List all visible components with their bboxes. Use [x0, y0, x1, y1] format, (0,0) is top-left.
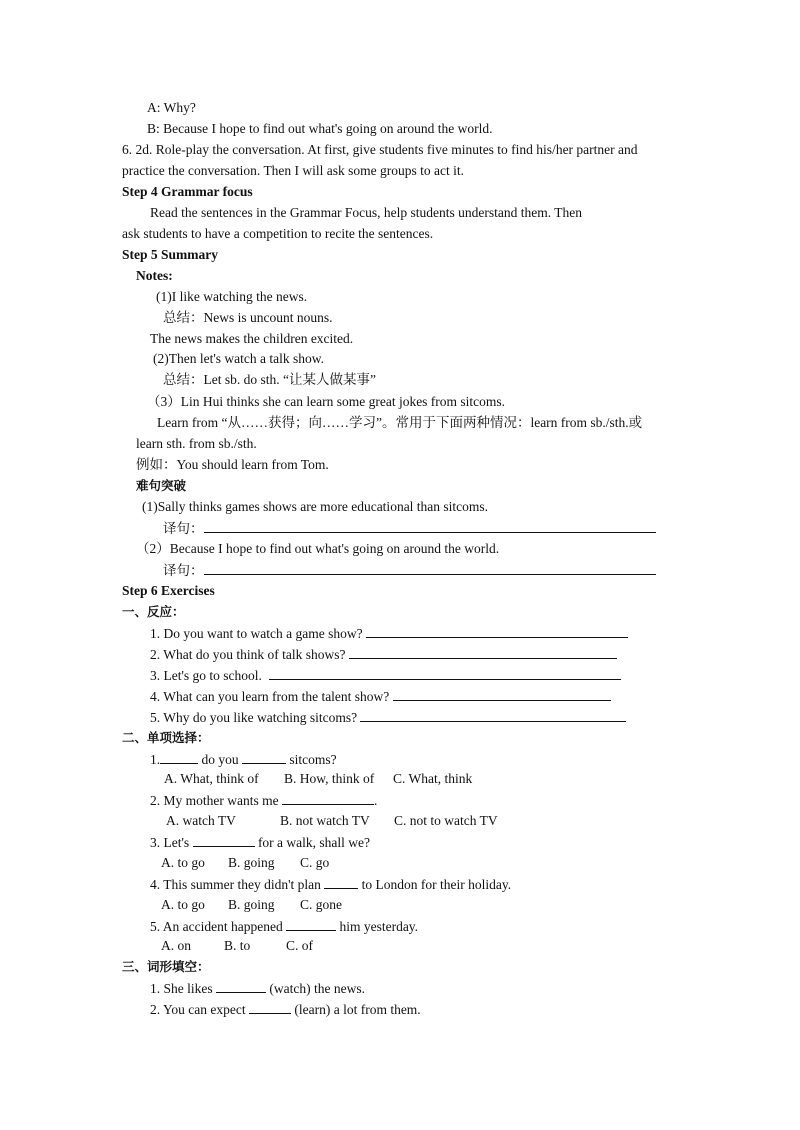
- wf2-blank[interactable]: [249, 999, 291, 1014]
- dialogue-a: A: Why?: [147, 100, 196, 115]
- response-q1: 1. Do you want to watch a game show?: [150, 623, 628, 644]
- mc-question-3: 3. Let's for a walk, shall we?: [150, 832, 370, 853]
- mc3-option-a[interactable]: A. to go: [161, 855, 205, 870]
- mc1-option-a[interactable]: A. What, think of: [164, 771, 259, 786]
- section1-title: 一、反应：: [122, 604, 185, 619]
- response-q3: 3. Let's go to school.: [150, 665, 621, 686]
- response-blank-2[interactable]: [349, 644, 617, 659]
- note2: (2)Then let's watch a talk show.: [153, 351, 325, 366]
- note1-example: The news makes the children excited.: [150, 331, 354, 346]
- mc4-option-c[interactable]: C. gone: [300, 897, 342, 912]
- step4-line2: ask students to have a competition to recite the sentences.: [122, 226, 434, 241]
- note1: (1)I like watching the news.: [156, 289, 308, 304]
- step6-heading: Step 6 Exercises: [122, 583, 215, 598]
- response-q5: 5. Why do you like watching sitcoms?: [150, 707, 626, 728]
- mc2-blank[interactable]: [282, 790, 374, 805]
- note2-summary: 总结：Let sb. do sth. “让某人做某事”: [163, 372, 376, 387]
- section2-title: 二、单项选择：: [122, 730, 210, 745]
- word-form-1: 1. She likes (watch) the news.: [150, 978, 365, 999]
- step4-line1: Read the sentences in the Grammar Focus, help students understand them. Then: [150, 205, 583, 220]
- response-q4: 4. What can you learn from the talent show?: [150, 686, 611, 707]
- mc2-option-c[interactable]: C. not to watch TV: [394, 813, 498, 828]
- mc1-option-b[interactable]: B. How, think of: [284, 771, 375, 786]
- difficult-heading: 难句突破: [136, 478, 187, 493]
- translate-line-1: [163, 518, 656, 539]
- mc3-blank[interactable]: [193, 832, 255, 847]
- mc5-blank[interactable]: [286, 916, 336, 931]
- mc5-option-c[interactable]: C. of: [286, 938, 313, 953]
- note3-learn2: learn sth. from sb./sth.: [136, 436, 257, 451]
- dialogue-b: B: Because I hope to find out what's going on around the world.: [147, 121, 493, 136]
- mc1-blank-a[interactable]: [160, 749, 198, 764]
- section3-title: 三、词形填空：: [122, 959, 210, 974]
- translate-line-2: [163, 560, 656, 581]
- word-form-2: 2. You can expect (learn) a lot from them.: [150, 999, 421, 1020]
- response-blank-4[interactable]: [393, 686, 611, 701]
- mc-question-5: 5. An accident happened him yesterday.: [150, 916, 418, 937]
- item6-line2: practice the conversation. Then I will ask some groups to act it.: [122, 163, 465, 178]
- mc2-option-b[interactable]: B. not watch TV: [280, 813, 370, 828]
- mc4-blank[interactable]: [324, 874, 358, 889]
- mc4-option-b[interactable]: B. going: [228, 897, 275, 912]
- mc5-option-a[interactable]: A. on: [161, 938, 191, 953]
- note3: （3）Lin Hui thinks she can learn some great jokes from sitcoms.: [147, 394, 506, 409]
- notes-label: Notes:: [136, 268, 173, 283]
- mc3-option-b[interactable]: B. going: [228, 855, 275, 870]
- translate-label: 译句：: [163, 563, 204, 578]
- translate-blank-1[interactable]: [204, 518, 656, 533]
- response-blank-5[interactable]: [360, 707, 626, 722]
- mc4-option-a[interactable]: A. to go: [161, 897, 205, 912]
- response-blank-3[interactable]: [269, 665, 621, 680]
- difficult-1: (1)Sally thinks games shows are more educational than sitcoms.: [142, 499, 489, 514]
- mc5-option-b[interactable]: B. to: [224, 938, 251, 953]
- mc2-option-a[interactable]: A. watch TV: [166, 813, 236, 828]
- mc3-option-c[interactable]: C. go: [300, 855, 330, 870]
- difficult-2: （2）Because I hope to find out what's going on around the world.: [136, 541, 500, 556]
- mc-question-1: 1. do you sitcoms?: [150, 749, 337, 770]
- translate-blank-2[interactable]: [204, 560, 656, 575]
- item6-line1: 6. 2d. Role-play the conversation. At first, give students five minutes to find his/her partner and: [122, 142, 638, 157]
- wf1-blank[interactable]: [216, 978, 266, 993]
- response-q2: 2. What do you think of talk shows?: [150, 644, 617, 665]
- note1-summary: 总结：News is uncount nouns.: [163, 310, 333, 325]
- note3-learn: Learn from “从……获得；向……学习”。常用于下面两种情况：learn from sb./sth.或: [157, 415, 643, 430]
- step5-heading: Step 5 Summary: [122, 247, 219, 262]
- mc-question-4: 4. This summer they didn't plan to London for their holiday.: [150, 874, 511, 895]
- note3-example: 例如：You should learn from Tom.: [136, 457, 329, 472]
- mc-question-2: 2. My mother wants me .: [150, 790, 377, 811]
- mc1-option-c[interactable]: C. What, think: [393, 771, 473, 786]
- step4-heading: Step 4 Grammar focus: [122, 184, 253, 199]
- response-blank-1[interactable]: [366, 623, 628, 638]
- mc1-blank-b[interactable]: [242, 749, 286, 764]
- translate-label: 译句：: [163, 521, 204, 536]
